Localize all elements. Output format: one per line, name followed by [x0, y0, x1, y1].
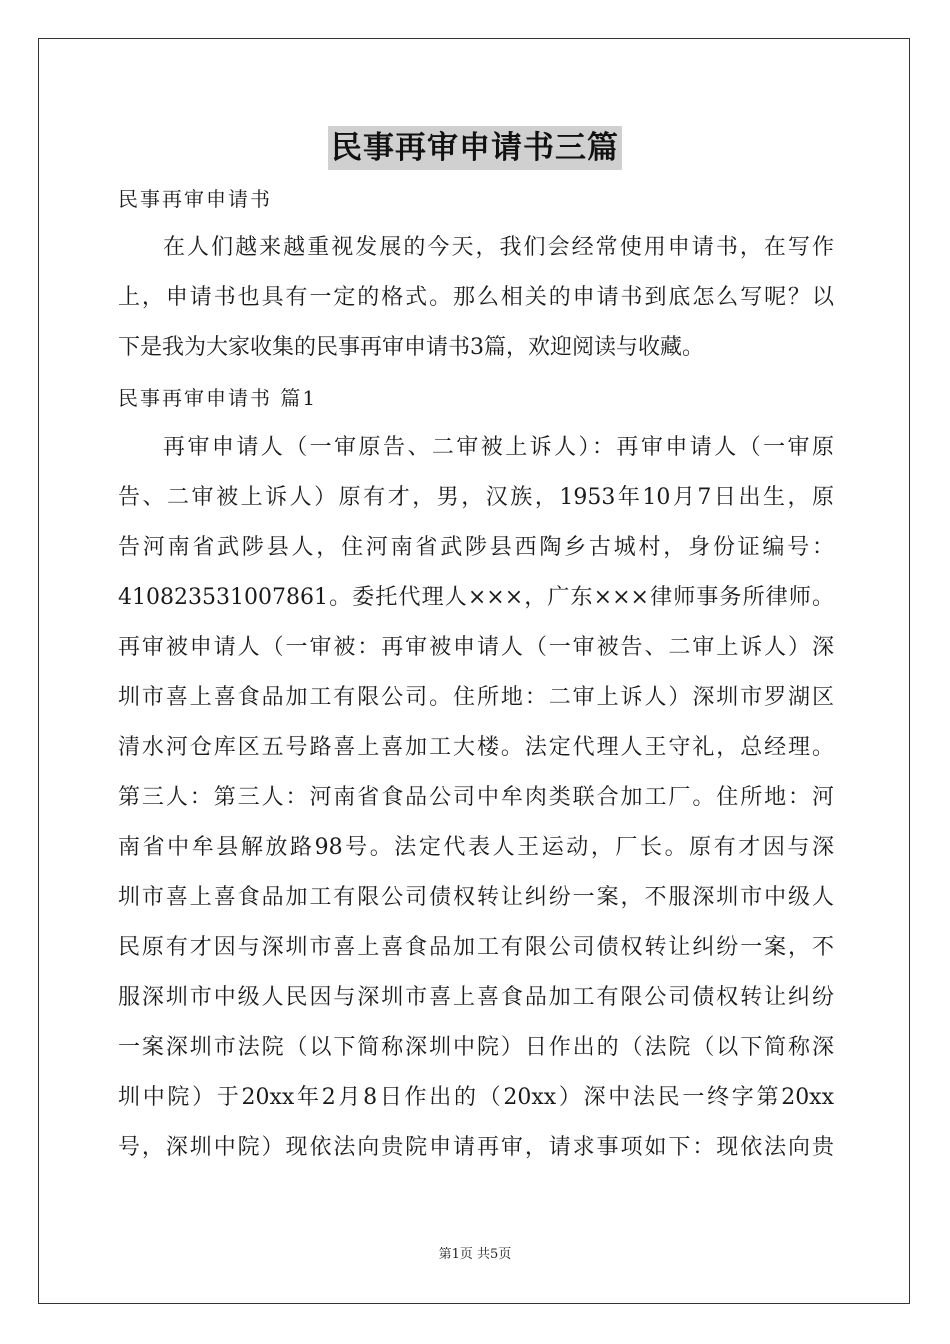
intro-line: 上，申请书也具有一定的格式。那么相关的申请书到底怎么写呢？以 — [118, 285, 834, 310]
body-line: 410823531007861。委托代理人×××，广东×××律师事务所律师。 — [118, 585, 834, 610]
body-line: 再审被申请人（一审被：再审被申请人（一审被告、二审上诉人）深 — [118, 635, 834, 660]
document-title: 民事再审申请书三篇 — [328, 126, 622, 170]
body-line: 号，深圳中院）现依法向贵院申请再审，请求事项如下：现依法向贵 — [118, 1135, 834, 1160]
part-heading: 民事再审申请书 篇1 — [118, 386, 318, 410]
body-line: 告、二审被上诉人）原有才，男，汉族，1953年10月7日出生，原 — [118, 485, 834, 510]
body-line: 第三人：第三人：河南省食品公司中牟肉类联合加工厂。住所地：河 — [118, 785, 834, 810]
body-line: 清水河仓库区五号路喜上喜加工大楼。法定代理人王守礼，总经理。 — [118, 735, 834, 760]
body-line: 圳市喜上喜食品加工有限公司债权转让纠纷一案，不服深圳市中级人 — [118, 885, 834, 910]
page-footer: 第1页 共5页 — [438, 1247, 512, 1262]
body-line: 民原有才因与深圳市喜上喜食品加工有限公司债权转让纠纷一案，不 — [118, 935, 834, 960]
body-line: 再审申请人（一审原告、二审被上诉人）：再审申请人（一审原 — [163, 435, 834, 460]
document-title-container — [0, 126, 950, 175]
body-line: 圳市喜上喜食品加工有限公司。住所地：二审上诉人）深圳市罗湖区 — [118, 685, 834, 710]
intro-line: 在人们越来越重视发展的今天，我们会经常使用申请书，在写作 — [163, 235, 834, 260]
intro-line: 下是我为大家收集的民事再审申请书3篇，欢迎阅读与收藏。 — [118, 335, 704, 360]
body-line: 告河南省武陟县人，住河南省武陟县西陶乡古城村，身份证编号： — [118, 535, 834, 560]
page-border — [38, 38, 910, 1304]
body-line: 一案深圳市法院（以下简称深圳中院）日作出的（法院（以下简称深 — [118, 1035, 834, 1060]
section-heading: 民事再审申请书 — [118, 187, 272, 211]
body-line: 圳中院）于20xx年2月8日作出的（20xx）深中法民一终字第20xx — [118, 1085, 834, 1110]
body-line: 南省中牟县解放路98号。法定代表人王运动，厂长。原有才因与深 — [118, 835, 834, 860]
body-line: 服深圳市中级人民因与深圳市喜上喜食品加工有限公司债权转让纠纷 — [118, 985, 834, 1010]
